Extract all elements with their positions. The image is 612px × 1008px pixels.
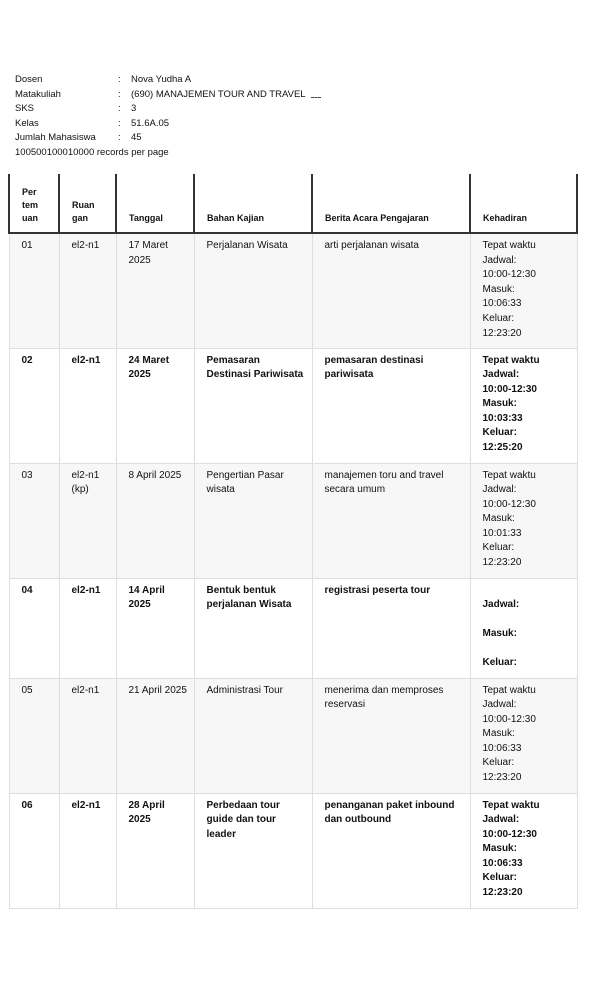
cell-kehadiran [470, 348, 577, 463]
kehadiran-keluar-value: 12:23:20 [482, 772, 522, 784]
cell-pertemuan: 05 [9, 678, 59, 793]
header-pertemuan-line: Per [22, 187, 37, 197]
matakuliah-label: Matakuliah [15, 88, 61, 100]
records-per-page[interactable]: 100500100010000 records per page [15, 146, 169, 158]
kehadiran-masuk-label: Masuk: [482, 843, 517, 855]
cell-berita-acara: registrasi peserta tour [312, 578, 470, 678]
table-row [9, 793, 577, 908]
table-row [9, 233, 577, 348]
info-dosen [15, 73, 321, 88]
kehadiran-jadwal-label: Jadwal: [482, 484, 517, 496]
kehadiran-status: Tepat waktu [482, 354, 540, 366]
kehadiran-masuk-label: Masuk: [482, 513, 515, 525]
kehadiran-masuk-value: 10:03:33 [482, 412, 523, 424]
kehadiran-keluar-value: 12:23:20 [482, 887, 523, 899]
kehadiran-jadwal-value: 10:00-12:30 [482, 828, 537, 840]
kehadiran-keluar-label: Keluar: [482, 542, 515, 554]
cell-pertemuan: 06 [9, 793, 59, 908]
cell-kehadiran [470, 233, 577, 348]
table-row [9, 463, 577, 578]
table-header-row [9, 174, 577, 233]
kelas-label: Kelas [15, 117, 39, 129]
separator: : [118, 103, 121, 114]
info-jumlah [15, 131, 321, 146]
jumlah-value: 45 [131, 132, 142, 143]
table-row [9, 678, 577, 793]
kehadiran-jadwal-value: 10:00-12:30 [482, 713, 536, 725]
kehadiran-keluar-label: Keluar: [482, 312, 515, 324]
separator: : [118, 117, 121, 129]
kehadiran-masuk-label: Masuk: [482, 398, 517, 410]
kehadiran-jadwal-label: Jadwal: [482, 599, 520, 611]
separator: : [118, 74, 121, 85]
kehadiran-jadwal-value: 10:00-12:30 [482, 269, 536, 281]
kehadiran-masuk-value: 10:01:33 [482, 527, 522, 539]
kehadiran-masuk-label: Masuk: [482, 628, 517, 640]
kehadiran-status [483, 584, 571, 599]
cell-kehadiran [470, 578, 577, 678]
cell-kehadiran [470, 678, 577, 793]
kehadiran-status: Tepat waktu [482, 240, 536, 251]
cell-ruangan: el2-n1 [59, 678, 116, 793]
kehadiran-status: Tepat waktu [482, 799, 540, 811]
cell-ruangan: el2-n1 (kp) [59, 463, 116, 578]
header-ruangan-line: gan [72, 213, 89, 223]
kehadiran-masuk-label: Masuk: [482, 283, 515, 295]
kehadiran-keluar-label: Keluar: [482, 657, 517, 669]
separator: : [118, 88, 121, 100]
kehadiran-status: Tepat waktu [482, 684, 536, 696]
header-pertemuan [9, 174, 59, 233]
info-kelas [15, 117, 321, 132]
header-ruangan [59, 174, 116, 233]
kehadiran-keluar-value: 12:23:20 [482, 327, 522, 339]
cell-tanggal: 17 Maret 2025 [116, 233, 194, 348]
kehadiran-masuk-label: Masuk: [482, 728, 515, 740]
separator: : [118, 132, 121, 143]
cell-ruangan: el2-n1 [59, 233, 116, 348]
kehadiran-jadwal-label: Jadwal: [482, 369, 520, 381]
kehadiran-jadwal-value [483, 613, 571, 628]
cell-berita-acara: arti perjalanan wisata [312, 233, 470, 348]
kehadiran-keluar-value: 12:23:20 [482, 557, 522, 569]
kehadiran-masuk-value [483, 642, 571, 657]
cell-tanggal: 28 April 2025 [116, 793, 194, 908]
cell-bahan-kajian: Bentuk bentuk perjalanan Wisata [194, 578, 312, 678]
cell-kehadiran [470, 463, 577, 578]
cell-tanggal: 24 Maret 2025 [116, 348, 194, 463]
cell-ruangan: el2-n1 [59, 348, 116, 463]
kehadiran-jadwal-label: Jadwal: [482, 254, 517, 266]
kehadiran-masuk-value: 10:06:33 [482, 857, 523, 869]
cell-bahan-kajian: Perbedaan tour guide dan tour leader [194, 793, 312, 908]
cell-tanggal: 14 April 2025 [116, 578, 194, 678]
cell-berita-acara: menerima dan memproses reservasi [312, 678, 470, 793]
cell-bahan-kajian: Perjalanan Wisata [194, 233, 312, 348]
cell-kehadiran [470, 793, 577, 908]
kehadiran-keluar-label: Keluar: [482, 757, 515, 769]
kehadiran-masuk-value: 10:06:33 [482, 298, 522, 310]
cell-berita-acara: penanganan paket inbound dan outbound [312, 793, 470, 908]
sks-value: 3 [131, 103, 137, 114]
attendance-table [8, 174, 578, 909]
header-berita-acara: Berita Acara Pengajaran [312, 174, 470, 233]
cell-bahan-kajian: Pengertian Pasar wisata [194, 463, 312, 578]
header-bahan-kajian: Bahan Kajian [194, 174, 312, 233]
cell-pertemuan: 03 [9, 463, 59, 578]
cell-pertemuan: 02 [9, 348, 59, 463]
course-info [15, 73, 321, 160]
header-kehadiran: Kehadiran [470, 174, 577, 233]
dosen-label: Dosen [15, 74, 43, 85]
cell-tanggal: 8 April 2025 [116, 463, 194, 578]
cell-bahan-kajian: Administrasi Tour [194, 678, 312, 793]
kehadiran-masuk-value: 10:06:33 [482, 742, 522, 754]
jumlah-label: Jumlah Mahasiswa [15, 132, 96, 143]
sks-label: SKS [15, 103, 35, 114]
cell-ruangan: el2-n1 [59, 793, 116, 908]
kehadiran-status: Tepat waktu [482, 469, 536, 481]
header-pertemuan-line: tem [22, 200, 39, 210]
info-matakuliah [15, 88, 321, 103]
header-pertemuan-line: uan [22, 213, 39, 223]
cell-pertemuan: 04 [9, 578, 59, 678]
cell-tanggal: 21 April 2025 [116, 678, 194, 793]
dosen-value: Nova Yudha A [131, 74, 192, 85]
table-row [9, 348, 577, 463]
kehadiran-keluar-value: 12:25:20 [482, 442, 523, 454]
kehadiran-jadwal-label: Jadwal: [482, 699, 517, 711]
kehadiran-keluar-label: Keluar: [482, 872, 517, 884]
course-link[interactable] [311, 90, 321, 98]
cell-berita-acara: pemasaran destinasi pariwisata [312, 348, 470, 463]
kehadiran-jadwal-label: Jadwal: [482, 814, 520, 826]
cell-berita-acara: manajemen toru and travel secara umum [312, 463, 470, 578]
info-sks [15, 102, 321, 117]
header-tanggal: Tanggal [116, 174, 194, 233]
cell-bahan-kajian: Pemasaran Destinasi Pariwisata [194, 348, 312, 463]
kehadiran-keluar-label: Keluar: [482, 427, 517, 439]
matakuliah-value: (690) MANAJEMEN TOUR AND TRAVEL [131, 88, 306, 100]
cell-pertemuan: 01 [9, 233, 59, 348]
table-row [9, 578, 577, 678]
kehadiran-jadwal-value: 10:00-12:30 [482, 383, 537, 395]
kehadiran-jadwal-value: 10:00-12:30 [482, 498, 536, 510]
kelas-value: 51.6A.05 [131, 117, 170, 129]
cell-ruangan: el2-n1 [59, 578, 116, 678]
header-ruangan-line: Ruan [72, 200, 95, 210]
